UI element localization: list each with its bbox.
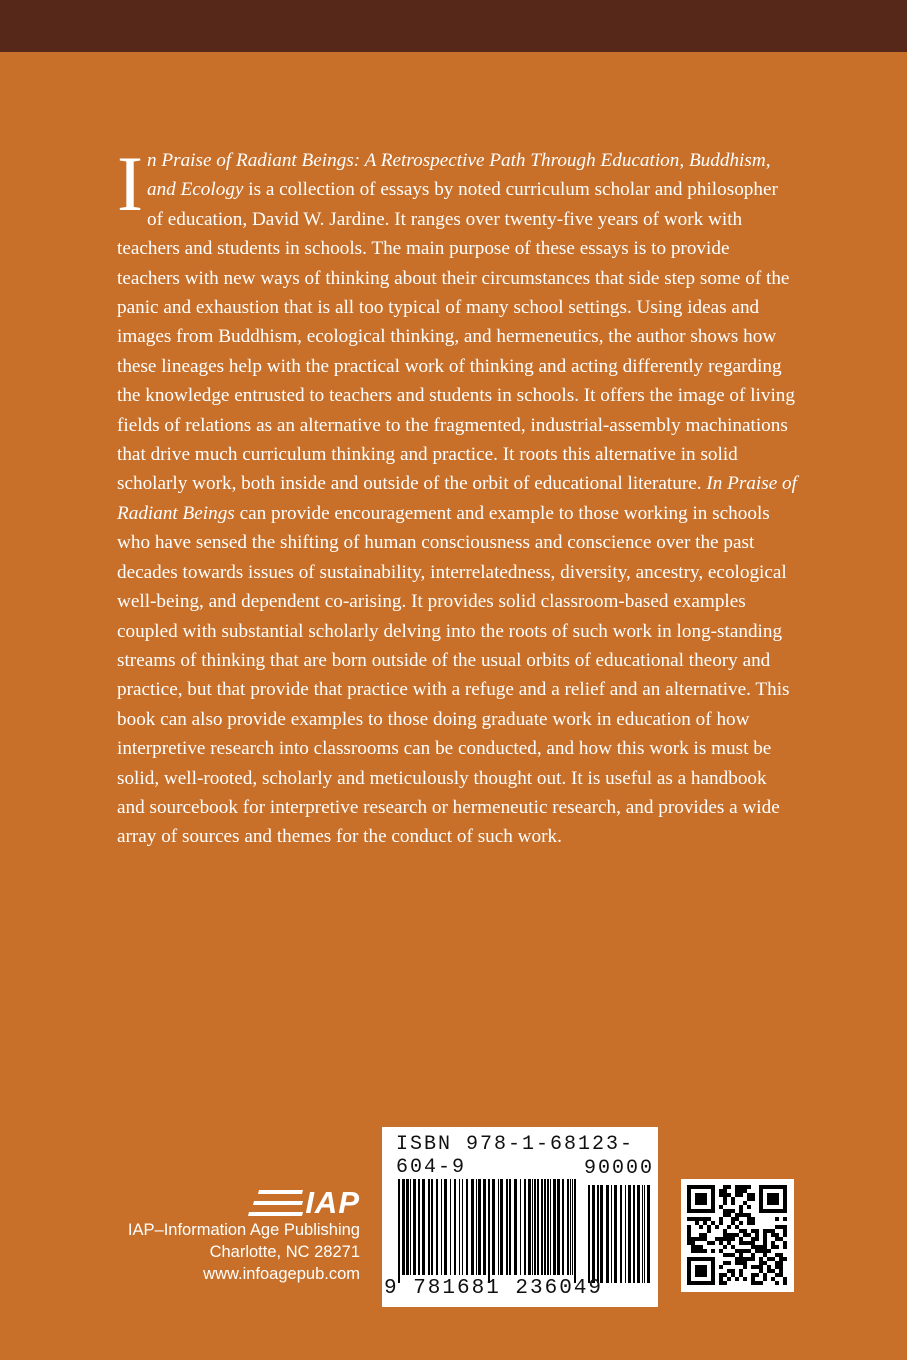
blurb-text-part-2: can provide encouragement and example to those working in schools who have sensed the shifting of human consciousness and conscience over the past decades towards issues of sustainability, interrelatedness, diversity, ancestry, ecological well-being, and dependent co-arising. It provides solid classroom-based examples coupled with substantial scholarly delving into the roots of such work in long-standing streams of thinking that are born outside of the usual orbits of educational theory and practice, but that provide that practice with a refuge and a relief and an alternative. This book can also provide examples to those doing graduate work in education of how interpretive research into classrooms can be conducted, and how this work is must be solid, well-rooted, scholarly and meticulously thought out. It is useful as a handbook and sourcebook for interpretive research or hermeneutic research, and provides a wide array of sources and themes for the conduct of such work. (117, 502, 790, 848)
book-short-title: In Praise of Radiant Beings (117, 473, 797, 524)
qr-code (681, 1179, 794, 1292)
price-code: 90000 (584, 1157, 655, 1180)
top-color-band (0, 0, 907, 52)
ean-digits: 9 781681 236049 (384, 1277, 604, 1300)
isbn-barcode (382, 1127, 658, 1307)
isbn-label: ISBN 978-1-68123-604-9 (396, 1133, 635, 1179)
publisher-website: www.infoagepub.com (203, 1265, 360, 1283)
speed-lines-icon (245, 1190, 303, 1216)
logo-text: IAP (305, 1185, 360, 1220)
back-cover-blurb (117, 140, 797, 852)
qr-code-icon (681, 1179, 794, 1292)
drop-cap-letter: I (117, 140, 143, 227)
publisher-block (110, 1187, 360, 1285)
publisher-address: Charlotte, NC 28271 (209, 1243, 360, 1261)
blurb-text-part-1: is a collection of essays by noted curriculum scholar and philosopher of education, David W. Jardine. It ranges over twenty-five years of work with teachers and students in schools. The main purpose of these essays is to provide teachers with new ways of thinking about their circumstances that side step some of the panic and exhaustion that is all too typical of many school settings. Using ideas and images from Buddhism, ecological thinking, and hermeneutics, the author shows how these lineages help with the practical work of thinking and acting differently regarding the knowledge entrusted to teachers and students in schools. It offers the image of living fields of relations as an alternative to the fragmented, industrial-assembly machinations that drive much curriculum thinking and practice. It roots this alternative in solid scholarly work, both inside and outside of the orbit of educational literature. (117, 179, 795, 495)
publisher-name: IAP–Information Age Publishing (127, 1221, 360, 1239)
publisher-logo (245, 1187, 360, 1219)
book-full-title: n Praise of Radiant Beings: A Retrospective Path Through Education, Buddhism, and Ecology (146, 150, 771, 201)
